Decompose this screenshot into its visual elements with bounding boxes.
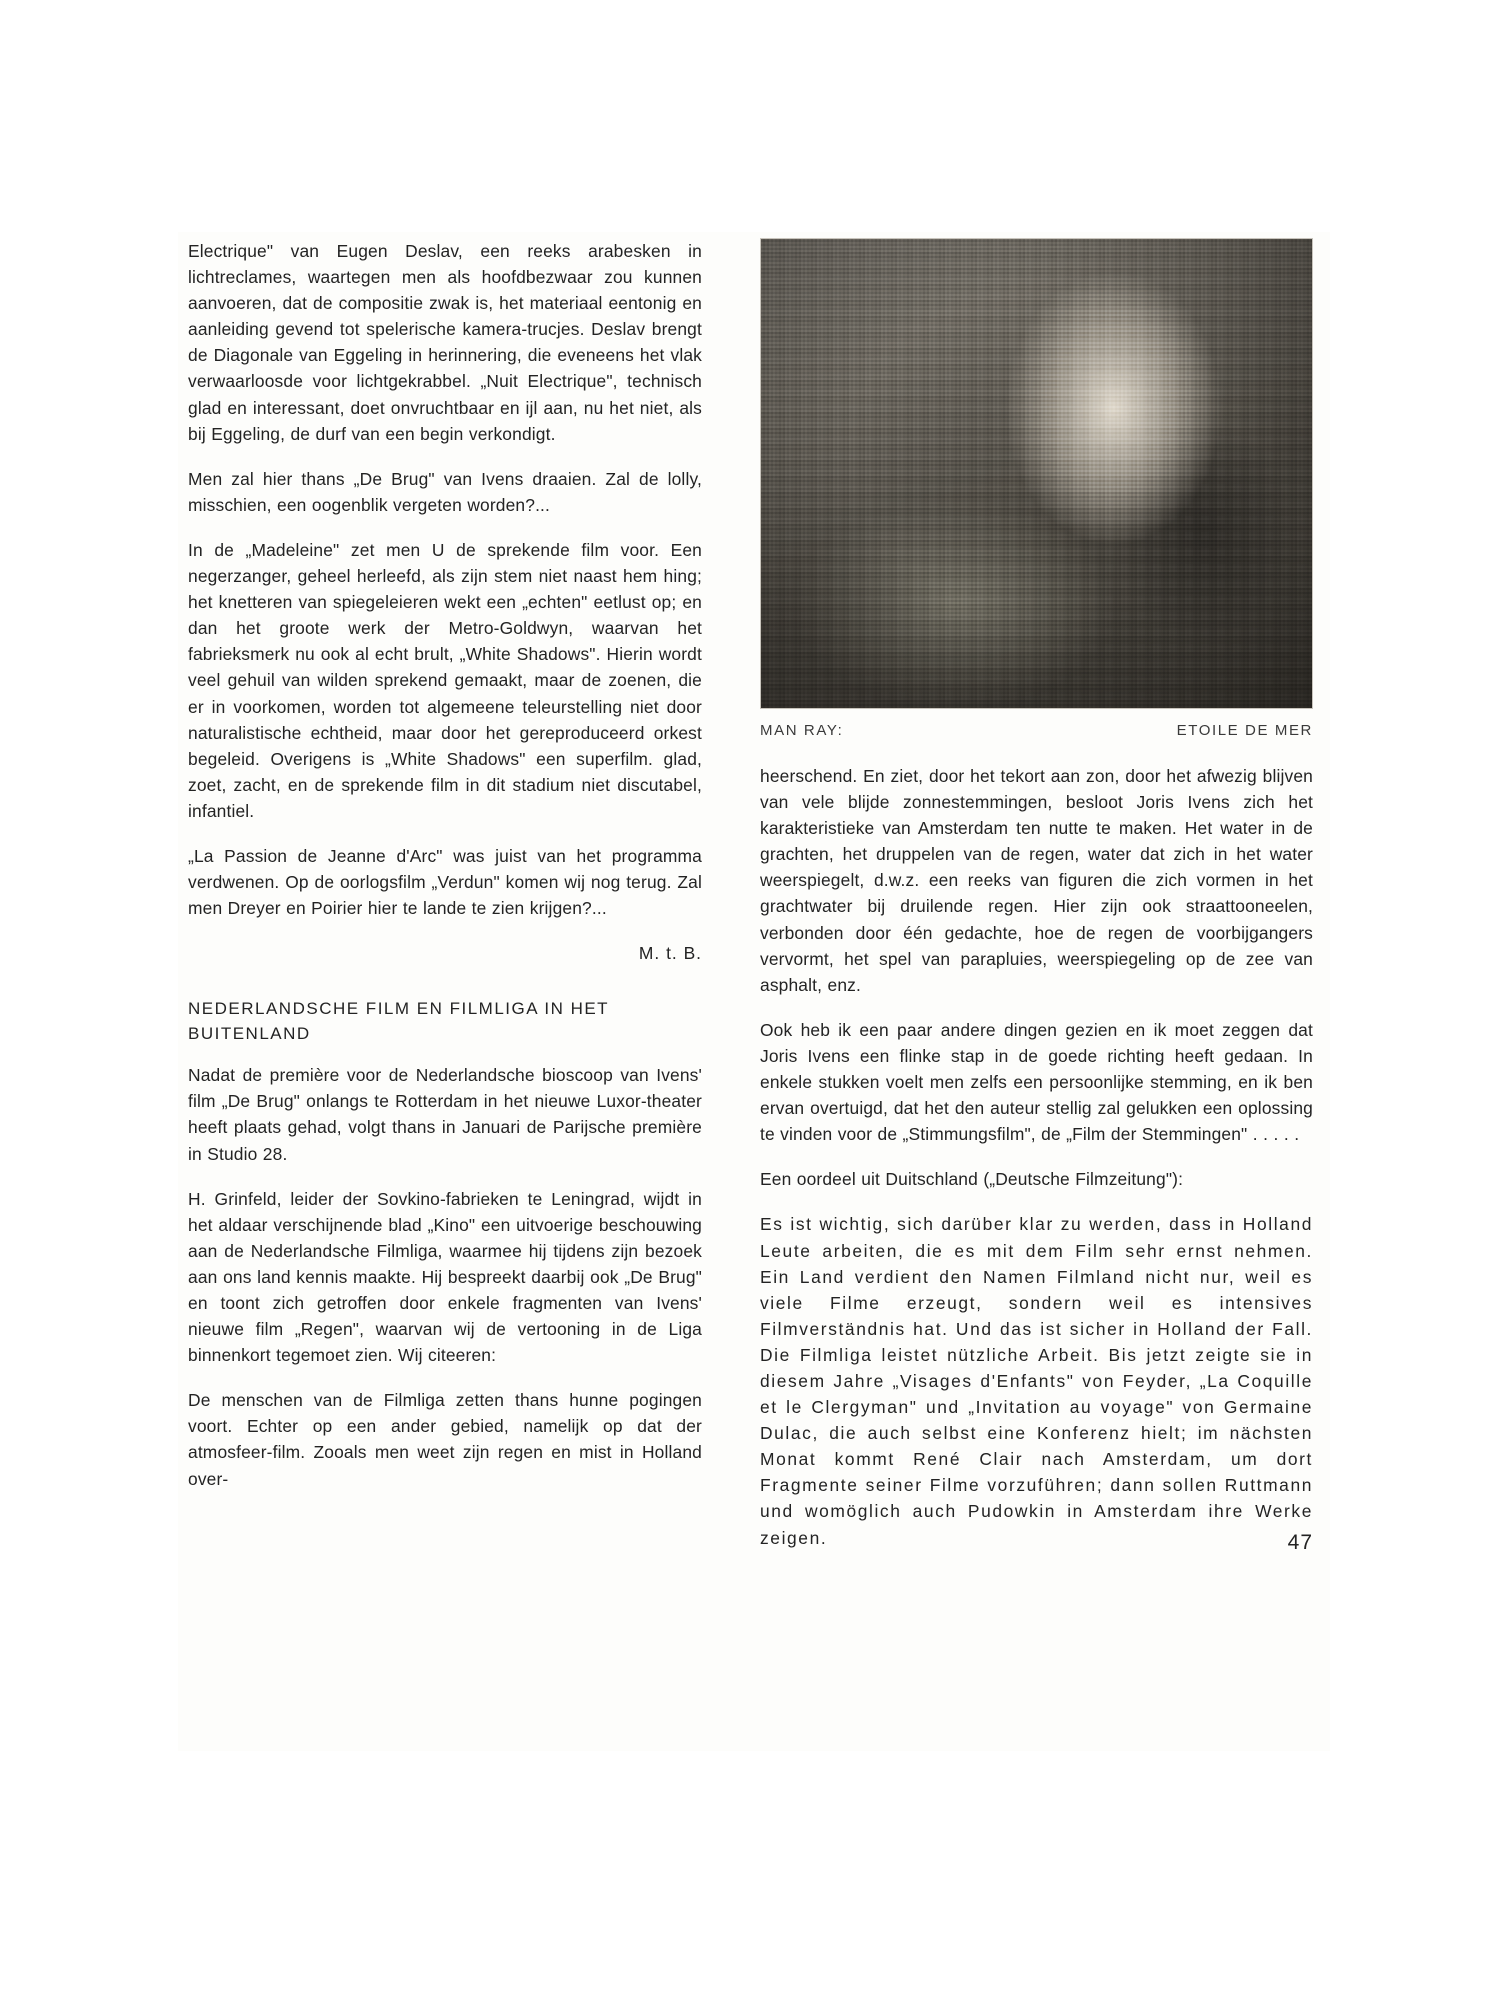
paragraph: Nadat de première voor de Nederlandsche bioscoop van Ivens' film „De Brug" onlangs te Rotterdam in het nieuwe Luxor-theater heeft plaats gehad, volgt thans in Januari de Parijsche première in Studio 28. xyxy=(188,1065,702,1164)
section-heading: NEDERLANDSCHE FILM EN FILMLIGA IN HET BUITENLAND xyxy=(188,999,609,1044)
figure xyxy=(760,238,1313,739)
figure-title: ETOILE DE MER xyxy=(1176,722,1313,739)
paragraph: De menschen van de Filmliga zetten thans hunne pogingen voort. Echter op een ander gebied, namelijk op dat der atmosfeer-film. Zooals men weet zijn regen en mist in Holland over- xyxy=(188,1390,702,1489)
page-margin-top xyxy=(0,0,1500,232)
paragraph: Men zal hier thans „De Brug" van Ivens draaien. Zal de lolly, misschien, een oogenblik vergeten worden?... xyxy=(188,468,702,515)
author-initials: M. t. B. xyxy=(638,943,702,964)
text-column-left xyxy=(188,238,702,1492)
paragraph: Een oordeel uit Duitschland („Deutsche Filmzeitung"): xyxy=(760,1169,1184,1190)
page-margin-right xyxy=(1330,0,1500,2001)
page-number: 47 xyxy=(1287,1530,1313,1554)
paragraph: Electrique" van Eugen Deslav, een reeks arabesken in lichtreclames, waartegen men als hoofdbezwaar zou kunnen aanvoeren, dat de compositie zwak is, het materiaal eentonig en aanleiding gevend tot spelerische kamera-trucjes. Deslav brengt de Diagonale van Eggeling in herinnering, die eveneens het vlak verwaarloosde voor lichtgekrabbel. „Nuit Electrique", technisch glad en interessant, doet onvruchtbaar en ijl aan, nu het niet, als bij Eggeling, de durf van een begin verkondigt. xyxy=(188,241,702,444)
page-margin-left xyxy=(0,0,178,2001)
portrait-halftone-photo xyxy=(760,238,1313,709)
figure-credit: MAN RAY: xyxy=(760,722,844,739)
photo-vignette-layer xyxy=(761,239,1312,708)
text-column-right xyxy=(760,238,1313,1554)
figure-caption xyxy=(760,722,1313,739)
page-margin-bottom xyxy=(0,1751,1500,2001)
paragraph: heerschend. En ziet, door het tekort aan zon, door het afwezig blijven van vele blijde zonnestemmingen, besloot Joris Ivens zich het karakteristieke van Amsterdam ten nutte te maken. Het water in de grachten, het druppelen van de regen, water dat zich in het water weerspiegelt, d.w.z. een reeks van figuren die zich vormen in het grachtwater bij druilende regen. Hier zijn ook straattooneelen, verbonden door één gedachte, hoe de regen de voorbijgangers vervormt, het spel van parapluies, weerspiegeling op de zee van asphalt, enz. xyxy=(760,766,1313,995)
paragraph: In de „Madeleine" zet men U de sprekende film voor. Een negerzanger, geheel herleefd, als zijn stem niet naast hem hing; het knetteren van spiegeleieren wekt een „echten" eetlust op; en dan het groote werk der Metro-Goldwyn, waarvan het fabrieksmerk nu ook al echt brult, „White Shadows". Hierin wordt veel gehuil van wilden sprekend gemaakt, maar de zoenen, die er in voorkomen, worden tot algemeene teleurstelling niet door naturalistische echtheid, maar door het gereproduceerd orkest begeleid. Overigens is „White Shadows" een superfilm. glad, zoet, zacht, en de sprekende film in dit stadium niet discutabel, infantiel. xyxy=(188,539,702,821)
paragraph: H. Grinfeld, leider der Sovkino-fabrieken te Leningrad, wijdt in het aldaar verschijnende blad „Kino" een uitvoerige beschouwing aan de Nederlandsche Filmliga, waarmee hij tijdens zijn bezoek aan ons land kennis maakte. Hij bespreekt daarbij ook „De Brug" en toont zich getroffen door enkele fragmenten van Ivens' nieuwe film „Regen", waarvan wij de vertooning in de Liga binnenkort tegemoet zien. Wij citeeren: xyxy=(188,1188,702,1366)
paragraph: Es ist wichtig, sich darüber klar zu werden, dass in Holland Leute arbeiten, die es mit dem Film sehr ernst nehmen. Ein Land verdient den Namen Filmland nicht nur, weil es viele Filme erzeugt, sondern weil es intensives Filmverständnis hat. Und das ist sicher in Holland der Fall. Die Filmliga leistet nützliche Arbeit. Bis jetzt zeigte sie in diesem Jahre „Visages d'Enfants" von Feyder, „La Coquille et le Clergyman" und „Invitation au voyage" von Germaine Dulac, die auch selbst eine Konferenz hielt; im nächsten Monat kommt René Clair nach Amsterdam, um dort Fragmente seiner Filme vorzuführen; dann sollen Ruttmann und womöglich auch Pudowkin in Amsterdam ihre Werke zeigen. xyxy=(760,1214,1313,1548)
right-column-body xyxy=(760,763,1313,1554)
page-content xyxy=(188,238,1313,1748)
paragraph: Ook heb ik een paar andere dingen gezien en ik moet zeggen dat Joris Ivens een flinke stap in de goede richting heeft gedaan. In enkele stukken voelt men zelfs een persoonlijke stemming, en ik ben ervan overtuigd, dat het den auteur stellig zal gelukken een oplossing te vinden voor de „Stimmungsfilm", de „Film der Stemmingen" . . . . . xyxy=(760,1019,1313,1145)
paragraph: „La Passion de Jeanne d'Arc" was juist van het programma verdwenen. Op de oorlogsfilm „Verdun" komen wij nog terug. Zal men Dreyer en Poirier hier te lande te zien krijgen?... xyxy=(188,845,702,919)
